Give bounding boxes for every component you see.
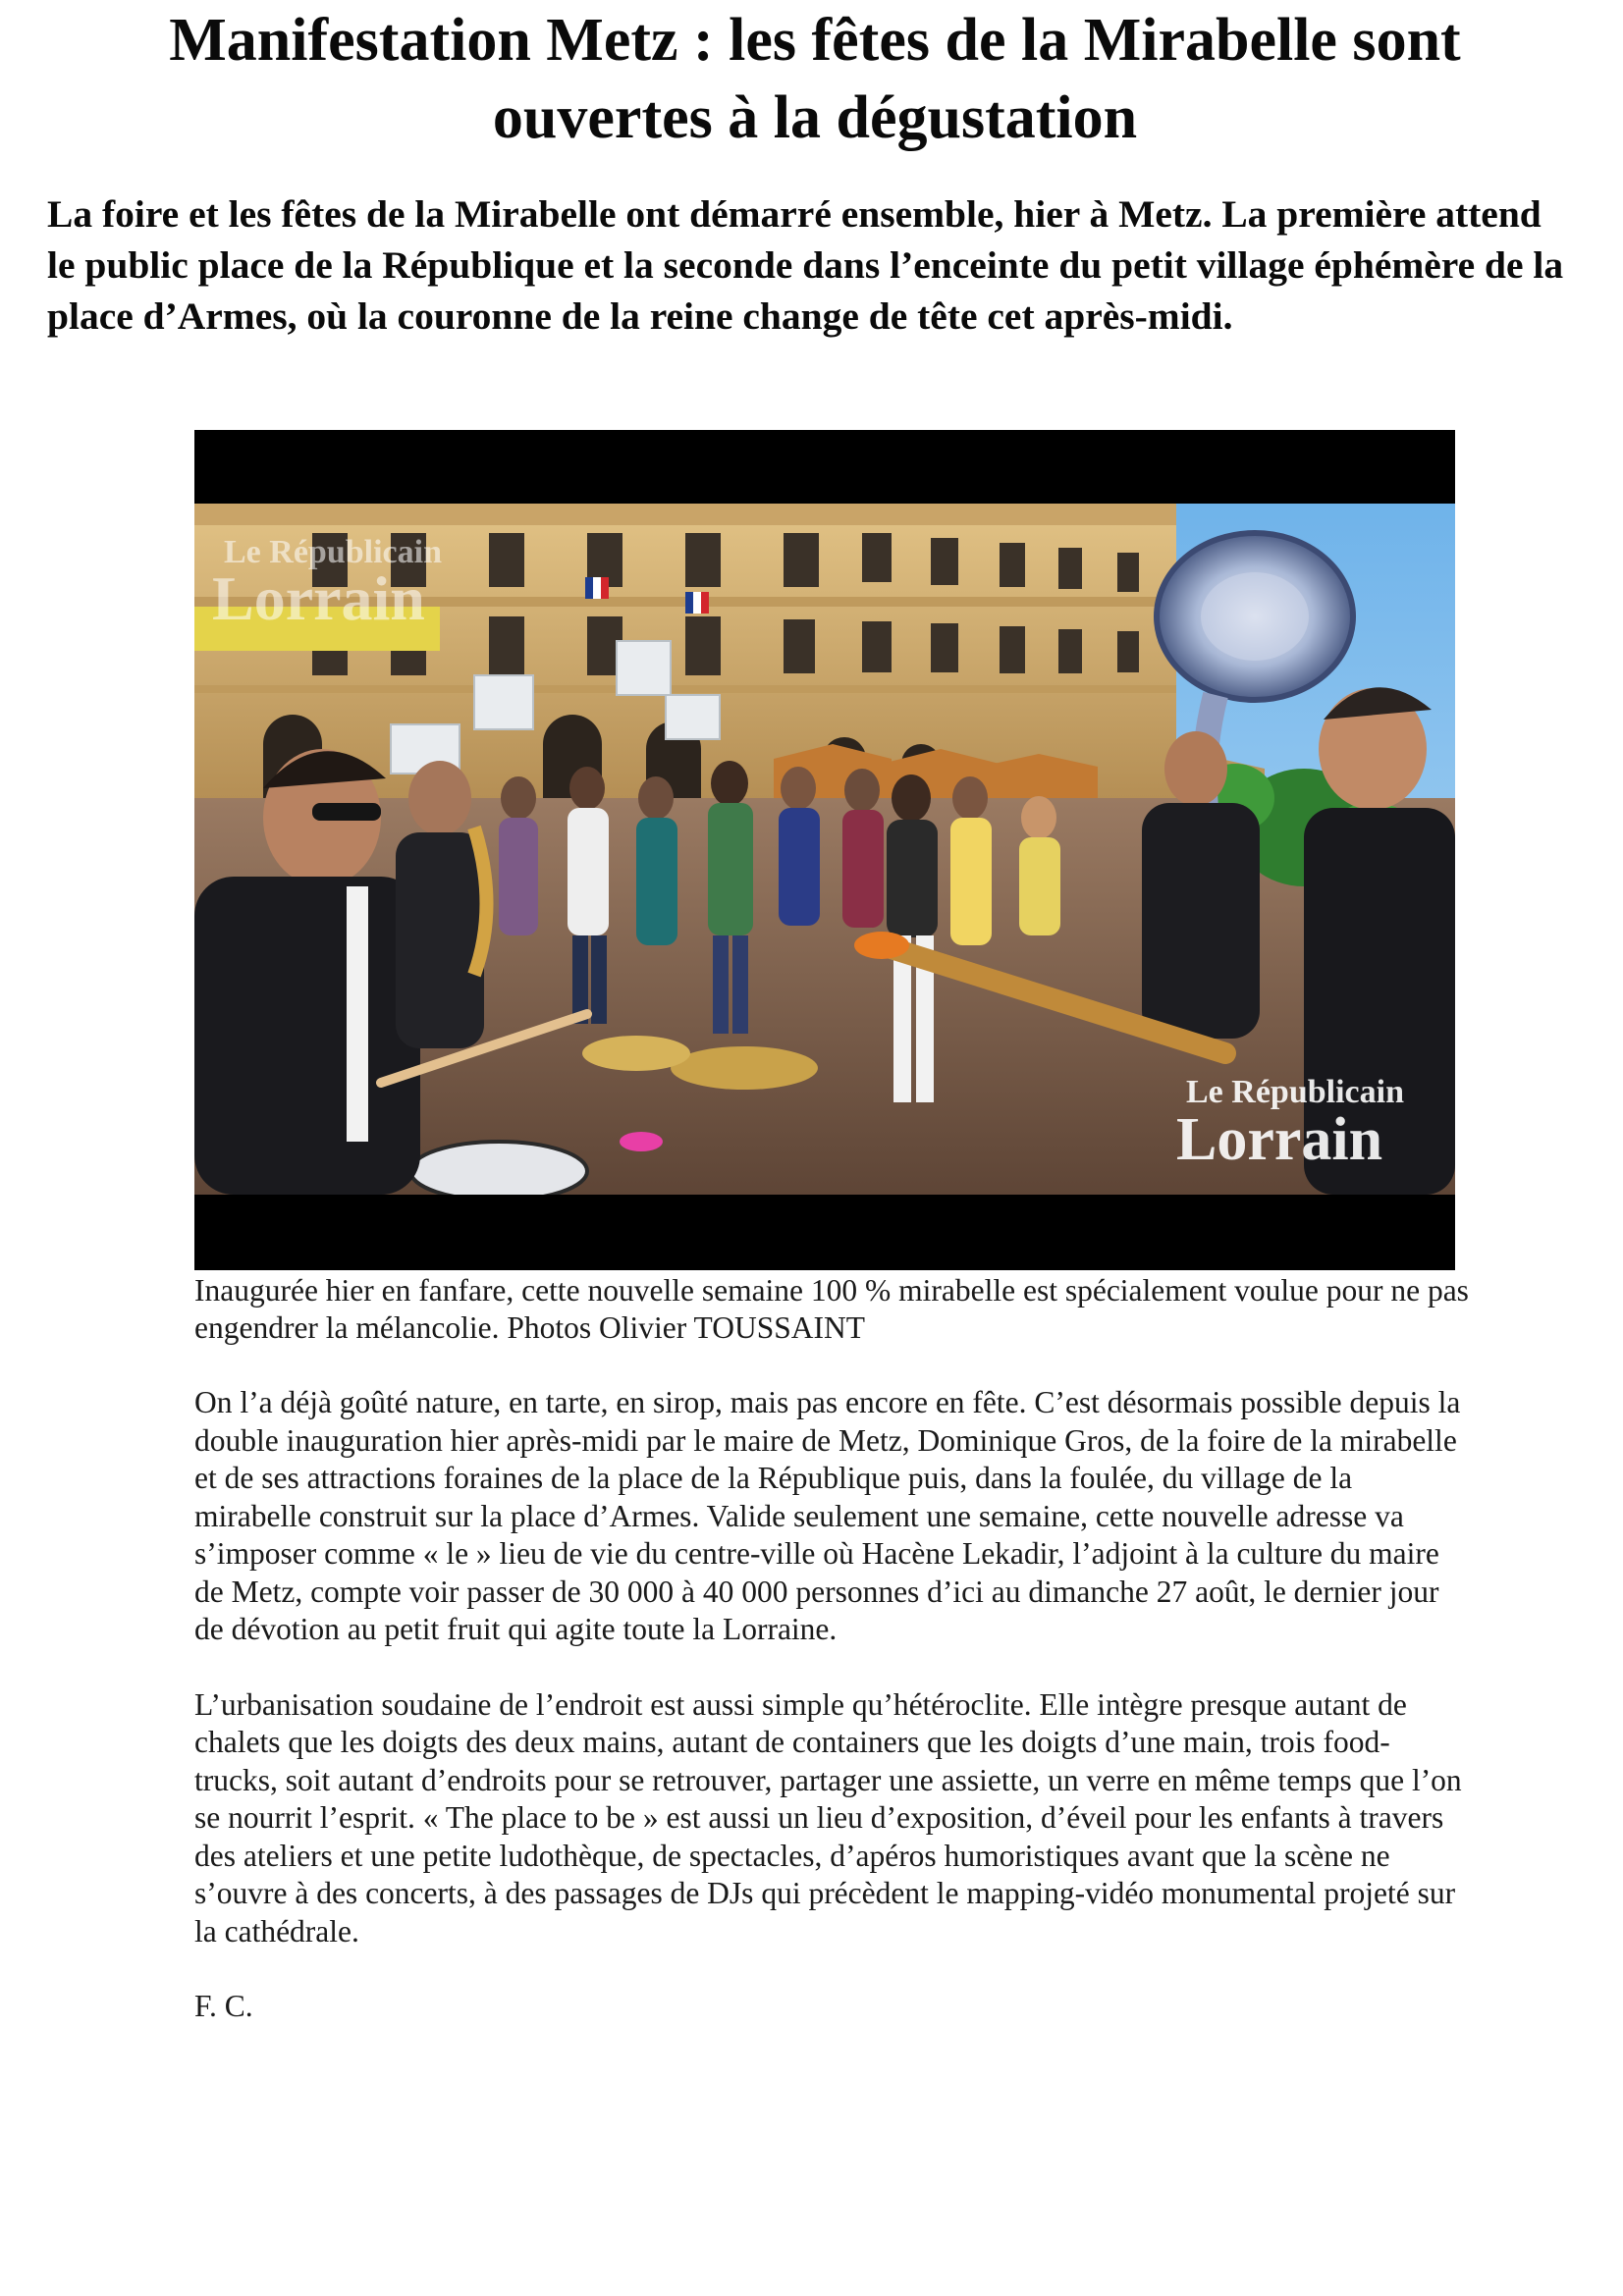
- news-photo-icon: [194, 504, 1455, 1195]
- article-photo-frame: [194, 430, 1455, 1270]
- body-paragraph-2: L’urbanisation soudaine de l’endroit est aussi simple qu’hétéroclite. Elle intègre presque autant de chalets que les doigts des deux mains, autant de containers que les doigts d’une main, trois food-trucks, soit autant d’endroits pour se retrouver, partager une assiette, un verre en même temps que l’on se nourrit l’esprit. « The place to be » est aussi un lieu d’exposition, d’éveil pour les enfants à travers des ateliers et une petite ludothèque, de spectacles, d’apéros humoristiques avant que la scène ne s’ouvre à des concerts, à des passages de DJs qui précèdent le mapping-vidéo monumental projeté sur la cathédrale.: [194, 1686, 1462, 1949]
- watermark-bottom-line2: Lorrain: [1176, 1106, 1383, 1173]
- article-signature: F. C.: [194, 1989, 253, 2023]
- watermark-top-line2: Lorrain: [212, 563, 425, 633]
- photo-caption: Inaugurée hier en fanfare, cette nouvelle semaine 100 % mirabelle est spécialement voulue pour ne pas engendrer la mélancolie. Photos Olivier TOUSSAINT: [194, 1273, 1469, 1345]
- body-paragraph-1: On l’a déjà goûté nature, en tarte, en sirop, mais pas encore en fête. C’est désormais possible depuis la double inauguration hier après-midi par le maire de Metz, Dominique Gros, de la foire de la mirabelle et de ses attractions foraines de la place de la République puis, dans la foulée, du village de la mirabelle construit sur la place d’Armes. Valide seulement une semaine, cette nouvelle adresse va s’imposer comme « le » lieu de vie du centre-ville où Hacène Lekadir, l’adjoint à la culture du maire de Metz, compte voir passer de 30 000 à 40 000 personnes d’ici au dimanche 27 août, le dernier jour de dévotion au petit fruit qui agite toute la Lorraine.: [194, 1385, 1461, 1646]
- article-lede: La foire et les fêtes de la Mirabelle ont démarré ensemble, hier à Metz. La première attend le public place de la République et la seconde dans l’enceinte du petit village éphémère de la place d’Armes, où la couronne de la reine change de tête cet après-midi.: [47, 192, 1564, 338]
- article-body: [194, 1384, 1471, 2063]
- article-title: Manifestation Metz : les fêtes de la Mirabelle sont ouvertes à la dégustation: [169, 7, 1461, 151]
- watermark-top-line1: Le Républicain: [224, 534, 442, 570]
- watermark-bottom-line1: Le Républicain: [1186, 1074, 1404, 1110]
